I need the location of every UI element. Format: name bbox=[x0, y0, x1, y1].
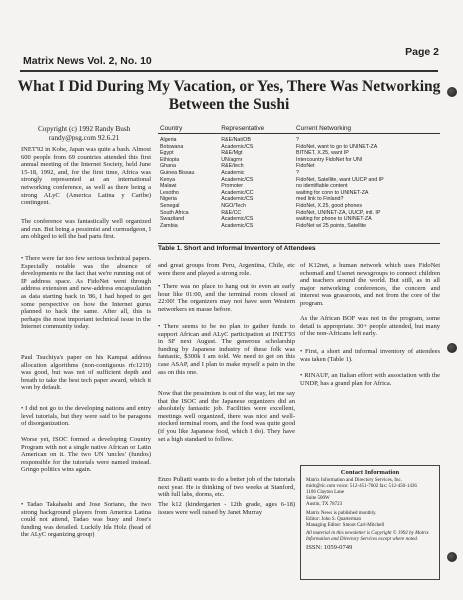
representative-cell: Academic/CC bbox=[221, 189, 254, 196]
issn-number: ISSN: 1059-0749 bbox=[306, 544, 353, 552]
representative-cell: Academic/CS bbox=[221, 143, 254, 150]
punch-hole bbox=[447, 552, 457, 562]
editor-line: Editor: John S. Quarterman bbox=[306, 516, 361, 522]
contact-line: mids@tic.com voice: 512-451-7602 fax: 512-450-1436 bbox=[306, 484, 417, 490]
copyright-block bbox=[38, 125, 130, 143]
country-cell: Lesotho bbox=[160, 189, 179, 196]
country-cell: Nigeria bbox=[160, 196, 177, 203]
country-cell: Zambia bbox=[160, 222, 178, 229]
networking-cell: FidoNet, X.25, good phones bbox=[296, 202, 363, 209]
article-paragraph: and great groups from Peru, Argentina, Chile, etc were there and played a strong role. bbox=[158, 262, 295, 277]
punch-hole bbox=[447, 87, 457, 97]
table-row bbox=[158, 196, 440, 203]
contact-information-box bbox=[300, 465, 440, 580]
networking-cell: no identifiable content bbox=[296, 183, 348, 190]
contact-heading: Contact Information bbox=[340, 469, 400, 476]
table-row bbox=[158, 157, 440, 164]
representative-cell: UN/agmr bbox=[221, 156, 243, 163]
table-row bbox=[158, 183, 440, 190]
contact-line: Austin, TX 78723 bbox=[306, 502, 343, 508]
table-caption: Table 1. Short and Informal Inventory of Attendees bbox=[158, 245, 316, 252]
copyright-line: Copyright (c) 1992 Randy Bush bbox=[38, 125, 131, 133]
networking-cell: FidoNet, want to go to UNINET-ZA bbox=[296, 143, 378, 150]
networking-cell: med link to Finland? bbox=[296, 196, 344, 203]
header-rule bbox=[20, 70, 438, 72]
country-cell: Ghana bbox=[160, 163, 176, 170]
article-paragraph: As the African BOF was not in the program, some detail is appropriate. 30+ people attended, but many of the non-Africans left early. bbox=[300, 315, 440, 338]
table-row bbox=[158, 210, 440, 217]
representative-cell: Promoter bbox=[221, 183, 244, 190]
table-row bbox=[158, 144, 440, 151]
country-cell: Guinea Bissau bbox=[160, 169, 195, 176]
country-cell: Kenya bbox=[160, 176, 176, 183]
table-row bbox=[158, 216, 440, 223]
representative-cell: Academic/CS bbox=[221, 216, 254, 223]
article-paragraph: The k12 (kindergarten - 12th grade, ages 6-18) issues were well raised by Janet Murray bbox=[158, 501, 295, 516]
contact-line: Suite 500W bbox=[306, 496, 330, 502]
article-paragraph: Worse yet, ISOC formed a developing Country Program with not a single native African or Latin American on it. The two UN 'uncles' (fundos) responsible for the tutorials were named instead. Gringo politics wins again. bbox=[21, 436, 151, 474]
article-title: What I Did During My Vacation, or Yes, There Was Networking Between the Sushi bbox=[17, 78, 441, 113]
networking-cell: FidoNet, Satellite, want UUCP and IP bbox=[296, 176, 384, 183]
country-cell: Algeria bbox=[160, 137, 177, 143]
article-paragraph: • RINAUF, an Italian effort with association with the UNDP, has a grand plan for Africa. bbox=[300, 372, 440, 387]
contact-line: Matrix Information and Directory Services, Inc. bbox=[306, 478, 402, 484]
newsletter-series: Matrix News Vol. 2, No. 10 bbox=[23, 55, 152, 67]
table-row bbox=[158, 134, 440, 144]
representative-cell: Academic/CS bbox=[221, 222, 254, 229]
table-row bbox=[158, 163, 440, 170]
table-bottom-rule bbox=[158, 243, 440, 244]
networking-cell: ? bbox=[296, 137, 299, 143]
representative-cell: NGO/Tech bbox=[221, 202, 246, 209]
punch-hole bbox=[447, 343, 457, 353]
contact-address bbox=[306, 478, 434, 508]
article-paragraph: Now that the pessimism is out of the way, let me say that the ISOC and the Japanese organizers did an absolutely fantastic job. Facilities were excellent, meetings well organized, there was nice and well-stocked terminal room, and the food was quite good (if you like Japanese food, which I do). They have set a high standard to follow. bbox=[158, 390, 295, 443]
representative-cell: Academic bbox=[221, 169, 245, 176]
table-row bbox=[158, 190, 440, 197]
article-paragraph: Paul Tsuchiya's paper on his Kampai address allocation algorithms (non-contiguous rfc1219) was good, but was not of sufficient depth and breath to take the best tech paper award, which it won by default. bbox=[21, 354, 151, 392]
table-row bbox=[158, 223, 440, 230]
article-paragraph: of K12net, a human network which uses FidoNet echomail and Usenet newsgroups to connect children and teachers around the world. But still, as in all major networking conferences, the concern and interest was grassroots, and not from the core of the program. bbox=[300, 262, 440, 307]
page-number: Page 2 bbox=[405, 46, 439, 58]
table-row bbox=[158, 170, 440, 177]
representative-cell: Academic/CS bbox=[221, 196, 254, 203]
country-cell: Swaziland bbox=[160, 216, 185, 223]
column-header: Current Networking bbox=[294, 124, 440, 134]
table-row bbox=[158, 177, 440, 184]
country-cell: Malawi bbox=[160, 183, 177, 190]
article-paragraph: • Tadao Takahashi and Jose Soriano, the two strong background players from America Latina could not attend, Tadao was busy and Jose's funding was derailed. Luckily Ida Holz (head of the ALyC organizing group) bbox=[21, 501, 151, 539]
representative-cell: R&E/Mgt bbox=[221, 150, 243, 157]
publication-note: Matrix News is published monthly. bbox=[306, 510, 377, 516]
representative-cell: Academic/CS bbox=[221, 176, 254, 183]
table-row bbox=[158, 203, 440, 210]
networking-cell: FidoNet bbox=[296, 163, 315, 170]
networking-cell: ? bbox=[296, 169, 299, 176]
table-row bbox=[158, 150, 440, 157]
country-cell: Ethiopia bbox=[160, 156, 180, 163]
article-paragraph: The conference was fantastically well organized and run. But being a pessimist and curmudgeon, I am obliged to tell the bad parts first. bbox=[21, 218, 151, 241]
article-paragraph: • First, a short and informal inventory of attendees was taken (Table 1). bbox=[300, 348, 440, 363]
table-header-row bbox=[158, 124, 440, 134]
attendee-inventory-table bbox=[158, 124, 440, 229]
contact-line: 1106 Clayton Lane bbox=[306, 490, 345, 496]
country-cell: Senegal bbox=[160, 202, 180, 209]
managing-editor-line: Managing Editor: Smoot Carl-Mitchell bbox=[306, 522, 385, 528]
networking-cell: FidoNet, UNINET-ZA, UUCP, intl. IP bbox=[296, 209, 381, 216]
article-paragraph: • There were far too few serious technical papers. Especially notable was the absence of developments re the fact that we're running out of IP address space. As FidoNet went through address extension and new-address encapsulation as data starting back in '86, I had hoped to get some perspective on how the Internet gurus planned to hack the same. After all, this is perhaps the most important technical issue in the Internet community today. bbox=[21, 255, 151, 331]
representative-cell: R&E/CC bbox=[221, 209, 242, 216]
networking-cell: Intercountry FidoNet for UNI bbox=[296, 156, 363, 163]
country-cell: Botswana bbox=[160, 143, 184, 150]
representative-cell: R&E/tech bbox=[221, 163, 244, 170]
article-paragraph: Enzo Puliatti wants to do a better job of the tutorials next year. He is thinking of two weeks at Stanford, with full labs, dorms, etc. bbox=[158, 476, 295, 499]
column-header: Country bbox=[158, 124, 219, 134]
article-paragraph: • There seems to be no plan to gather funds to support African and ALyC participation at INET'93 in SF next August. The generous scholarship funding by Japanese industry of these folk was fantastic, $300k I am told. We need to get on this case ASAP, and I plan to make myself a pain in the ass on this one. bbox=[158, 323, 295, 376]
networking-cell: FidoNet w/ 25 points, Satellite bbox=[296, 222, 367, 229]
copyright-notice: All material in this newsletter is Copyright © 1992 by Matrix Information and Directory Services except where noted. bbox=[306, 530, 429, 542]
networking-cell: waiting for phone to UNINET-ZA bbox=[296, 216, 372, 223]
article-paragraph: • I did not go to the developing nations and entry level tutorials, but they were said to be paragons of disorganization. bbox=[21, 405, 151, 428]
networking-cell: waiting for conn to UNINET-ZA bbox=[296, 189, 369, 196]
representative-cell: R&E/Nat/OB bbox=[221, 137, 251, 143]
author-email: randy@psg.com 92.6.21 bbox=[48, 134, 120, 142]
article-paragraph: INET'92 in Kobe, Japan was quite a bash. Almost 600 people from 69 countries attended this first annual meeting of the Internet Society, held June 15-18, 1992, and, for the first time, Africa was strongly represented at an international networking conference, as well as there being a strong ALyC (America Latina y Caribe) contingent. bbox=[21, 146, 151, 207]
article-paragraph: • There was no place to hang out to even an early hour like 01:00, and the terminal room closed at 22:00! The organizers may not have seen Western networkers en masse before. bbox=[158, 283, 295, 313]
column-header: Representative bbox=[219, 124, 294, 134]
networking-cell: BITNET, X.25, want IP bbox=[296, 150, 349, 157]
country-cell: Egypt bbox=[160, 150, 174, 157]
country-cell: South Africa bbox=[160, 209, 189, 216]
